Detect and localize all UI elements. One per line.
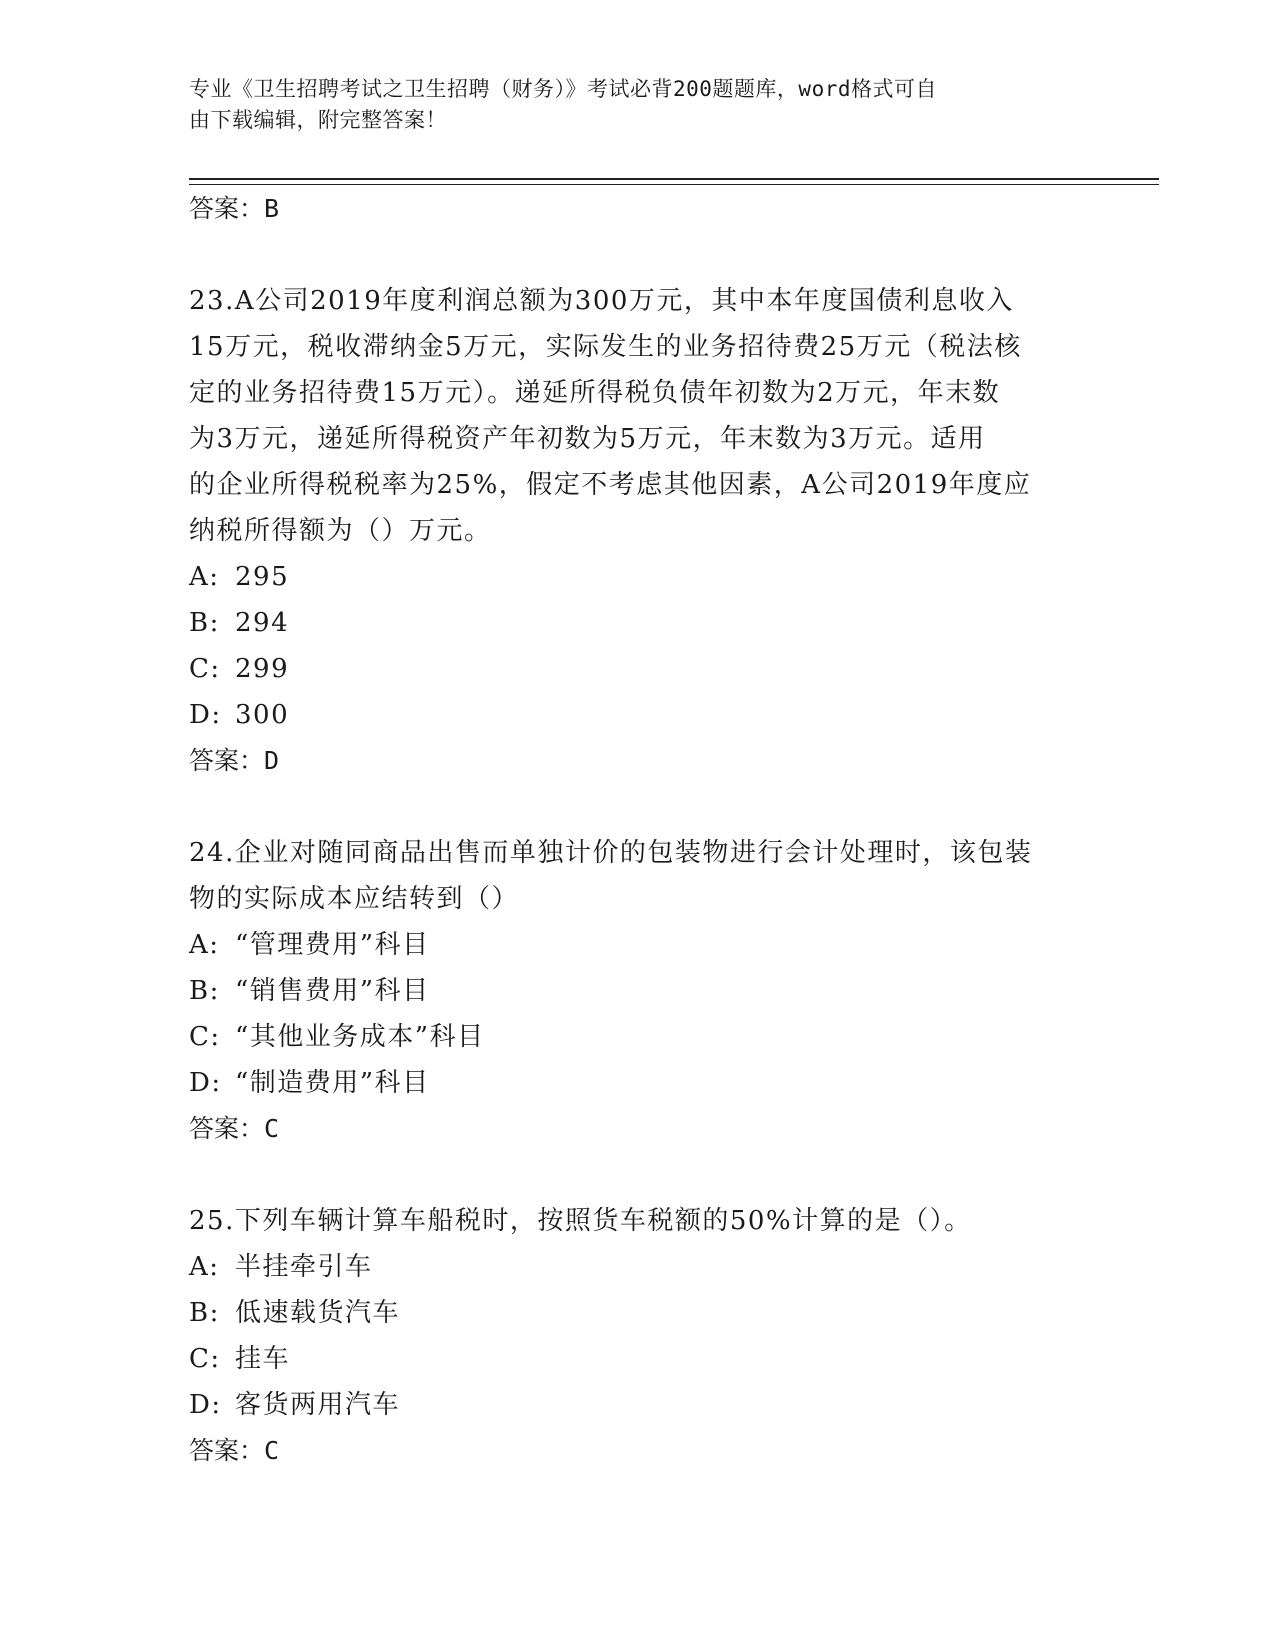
option-letter: A: bbox=[189, 930, 220, 960]
question-text-line: 15万元，税收滞纳金5万元，实际发生的业务招待费25万元（税法核 bbox=[189, 332, 1022, 362]
question-23-answer: 答案：D bbox=[189, 746, 280, 775]
document-body bbox=[189, 186, 1089, 1474]
option-text: 低速载货汽车 bbox=[235, 1298, 401, 1328]
question-24-text bbox=[189, 830, 1089, 922]
option-d bbox=[189, 1060, 1089, 1106]
question-text-line: 25.下列车辆计算车船税时，按照货车税额的50%计算的是（）。 bbox=[189, 1206, 972, 1236]
question-text-line: 纳税所得额为（）万元。 bbox=[189, 516, 492, 546]
question-text-line: 定的业务招待费15万元）。递延所得税负债年初数为2万元，年末数 bbox=[189, 378, 1001, 408]
spacer bbox=[189, 1152, 1089, 1198]
option-letter: C: bbox=[189, 654, 221, 684]
option-letter: B: bbox=[189, 608, 220, 638]
option-text: 295 bbox=[235, 562, 290, 592]
option-a bbox=[189, 1244, 1089, 1290]
option-b bbox=[189, 600, 1089, 646]
question-text-line: 23.A公司2019年度利润总额为300万元，其中本年度国债利息收入 bbox=[189, 286, 1014, 316]
option-letter: D: bbox=[189, 1068, 222, 1098]
option-letter: D: bbox=[189, 1390, 222, 1420]
option-letter: D: bbox=[189, 700, 222, 730]
question-text-line: 物的实际成本应结转到（） bbox=[189, 884, 520, 914]
option-d bbox=[189, 692, 1089, 738]
option-c bbox=[189, 646, 1089, 692]
header-divider-thick bbox=[189, 178, 1159, 180]
option-letter: A: bbox=[189, 562, 220, 592]
option-text: 半挂牵引车 bbox=[235, 1252, 373, 1282]
option-b bbox=[189, 1290, 1089, 1336]
option-letter: B: bbox=[189, 976, 220, 1006]
option-text: 299 bbox=[235, 654, 290, 684]
question-25-answer: 答案：C bbox=[189, 1436, 280, 1465]
option-text: 挂车 bbox=[235, 1344, 291, 1374]
question-24-answer: 答案：C bbox=[189, 1114, 280, 1143]
option-letter: B: bbox=[189, 1298, 220, 1328]
header-line-2: 由下载编辑，附完整答案！ bbox=[189, 108, 447, 132]
option-b bbox=[189, 968, 1089, 1014]
header-line-1: 专业《卫生招聘考试之卫生招聘（财务）》考试必背200题题库，word格式可自 bbox=[189, 77, 937, 101]
previous-answer: 答案：B bbox=[189, 194, 280, 223]
option-a bbox=[189, 922, 1089, 968]
option-letter: C: bbox=[189, 1022, 221, 1052]
option-letter: A: bbox=[189, 1252, 220, 1282]
question-text-line: 为3万元，递延所得税资产年初数为5万元，年末数为3万元。适用 bbox=[189, 424, 986, 454]
option-text: 客货两用汽车 bbox=[235, 1390, 401, 1420]
option-d bbox=[189, 1382, 1089, 1428]
option-a bbox=[189, 554, 1089, 600]
option-text: “制造费用”科目 bbox=[235, 1068, 430, 1098]
option-text: 294 bbox=[235, 608, 290, 638]
option-letter: C: bbox=[189, 1344, 221, 1374]
option-text: “管理费用”科目 bbox=[235, 930, 430, 960]
question-25-text bbox=[189, 1198, 1089, 1244]
option-text: “销售费用”科目 bbox=[235, 976, 430, 1006]
question-24 bbox=[189, 830, 1089, 1152]
question-25 bbox=[189, 1198, 1089, 1474]
option-c bbox=[189, 1014, 1089, 1060]
option-text: “其他业务成本”科目 bbox=[235, 1022, 485, 1052]
spacer bbox=[189, 784, 1089, 830]
question-23-text bbox=[189, 278, 1089, 554]
document-header bbox=[189, 74, 1069, 136]
question-text-line: 24.企业对随同商品出售而单独计价的包装物进行会计处理时，该包装 bbox=[189, 838, 1033, 868]
question-23 bbox=[189, 278, 1089, 784]
spacer bbox=[189, 232, 1089, 278]
option-c bbox=[189, 1336, 1089, 1382]
header-divider-thin bbox=[189, 184, 1159, 185]
question-text-line: 的企业所得税税率为25%，假定不考虑其他因素，A公司2019年度应 bbox=[189, 470, 1032, 500]
option-text: 300 bbox=[235, 700, 290, 730]
